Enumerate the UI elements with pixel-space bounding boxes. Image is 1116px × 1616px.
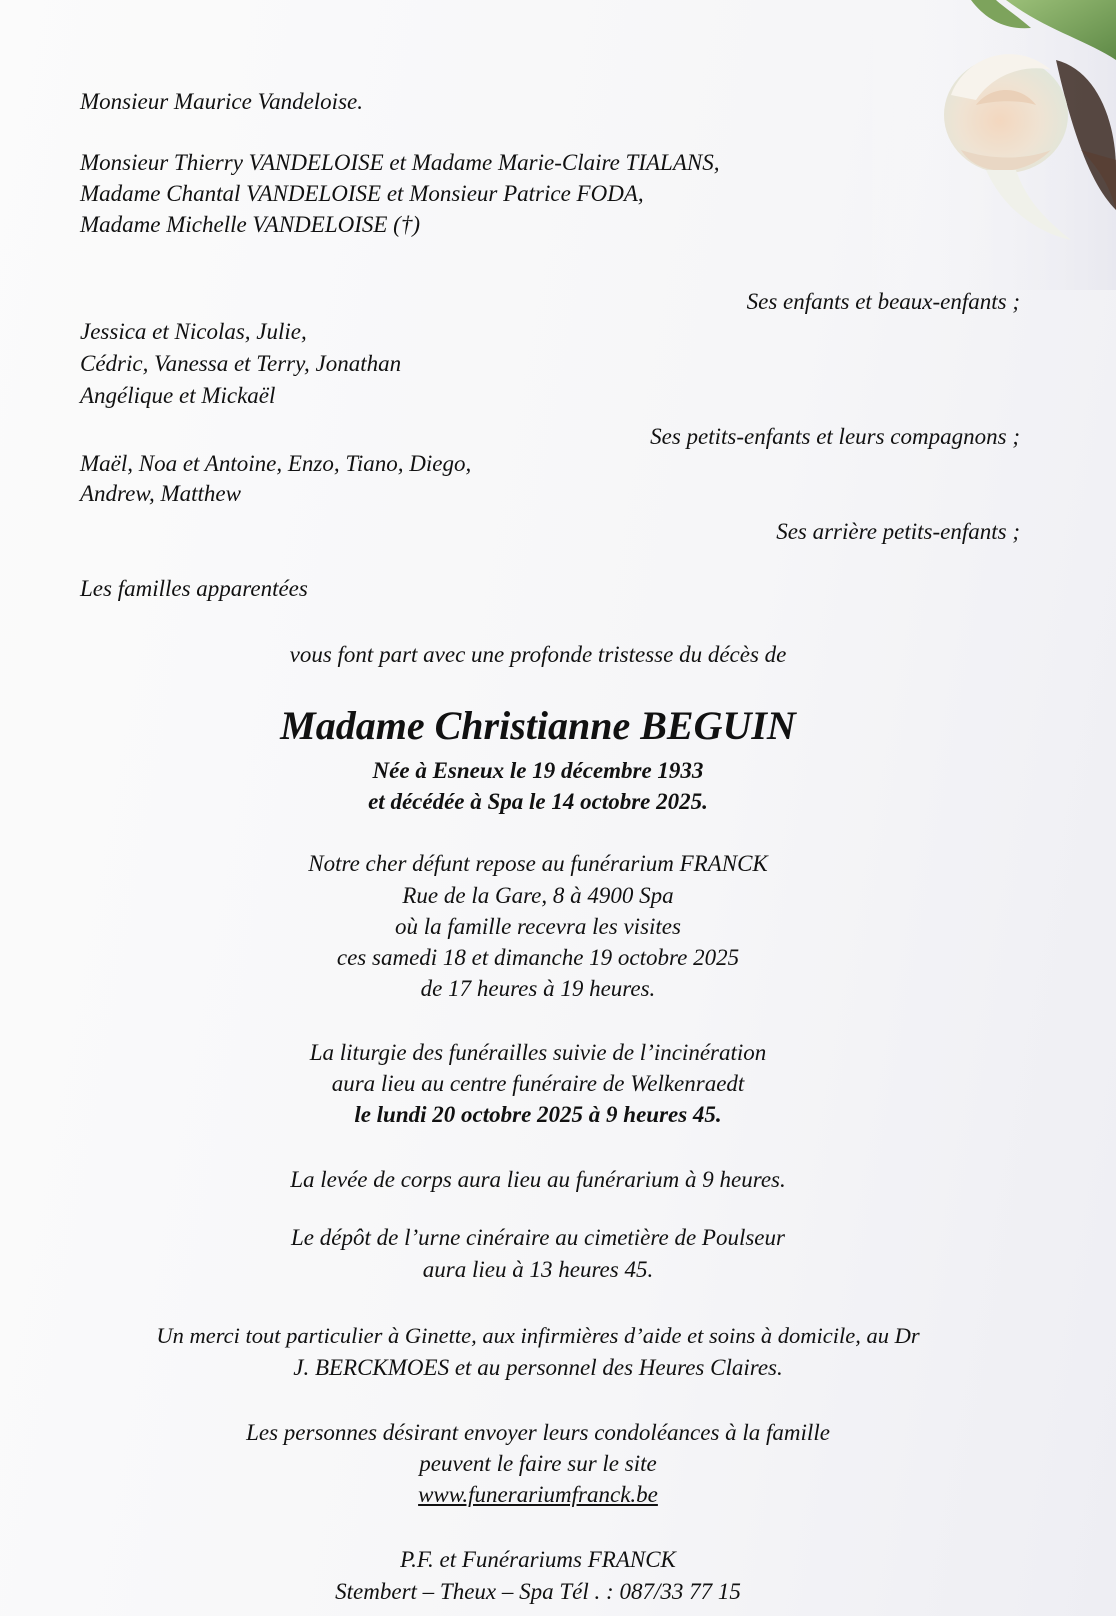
thanks-line-2: J. BERCKMOES et au personnel des Heures Claires.: [293, 1355, 783, 1380]
condolences-line-1: Les personnes désirant envoyer leurs condoléances à la famille: [246, 1420, 830, 1445]
children-caption: Ses enfants et beaux-enfants ;: [746, 289, 1020, 314]
great-grandchildren-caption: Ses arrière petits-enfants ;: [776, 519, 1020, 544]
announcement-line: vous font part avec une profonde tristesse du décès de: [289, 642, 787, 667]
grandchildren-line-3: Angélique et Mickaël: [80, 383, 276, 408]
grandchildren-caption: Ses petits-enfants et leurs compagnons ;: [650, 424, 1020, 449]
website-link[interactable]: www.funerariumfranck.be: [418, 1482, 658, 1507]
death-line: et décédée à Spa le 14 octobre 2025.: [368, 789, 708, 814]
liturgy-date: le lundi 20 octobre 2025 à 9 heures 45.: [354, 1102, 722, 1127]
great-grandchildren-line-1: Maël, Noa et Antoine, Enzo, Tiano, Diego,: [80, 451, 472, 476]
condolences-line-2: peuvent le faire sur le site: [419, 1451, 657, 1476]
children-line-2: Madame Chantal VANDELOISE et Monsieur Patrice FODA,: [80, 181, 644, 206]
great-grandchildren-line-2: Andrew, Matthew: [80, 481, 241, 506]
spouse-name: Monsieur Maurice Vandeloise.: [80, 89, 363, 114]
deceased-name: Madame Christianne BEGUIN: [280, 703, 796, 748]
children-line-1: Monsieur Thierry VANDELOISE et Madame Marie-Claire TIALANS,: [80, 150, 720, 175]
visitation-line-1: Notre cher défunt repose au funérarium FRANCK: [308, 851, 768, 876]
visitation-line-2: Rue de la Gare, 8 à 4900 Spa: [402, 883, 674, 908]
rose-flower-image: [856, 0, 1116, 290]
levee-line: La levée de corps aura lieu au funérarium à 9 heures.: [290, 1167, 786, 1192]
urne-line-2: aura lieu à 13 heures 45.: [422, 1257, 654, 1282]
footer-company: P.F. et Funérariums FRANCK: [400, 1547, 676, 1572]
footer-locations: Stembert – Theux – Spa Tél . : 087/33 77 15: [335, 1579, 741, 1604]
grandchildren-line-1: Jessica et Nicolas, Julie,: [80, 319, 307, 344]
visitation-line-4: ces samedi 18 et dimanche 19 octobre 2025: [336, 945, 740, 970]
liturgy-line-2: aura lieu au centre funéraire de Welkenraedt: [331, 1071, 745, 1096]
visitation-line-3: où la famille recevra les visites: [395, 914, 681, 939]
visitation-line-5: de 17 heures à 19 heures.: [420, 976, 656, 1001]
children-line-3: Madame Michelle VANDELOISE (†): [80, 212, 421, 237]
liturgy-line-1: La liturgie des funérailles suivie de l’incinération: [309, 1040, 767, 1065]
urne-line-1: Le dépôt de l’urne cinéraire au cimetière de Poulseur: [291, 1225, 785, 1250]
relatives-line: Les familles apparentées: [80, 576, 308, 601]
grandchildren-line-2: Cédric, Vanessa et Terry, Jonathan: [80, 351, 402, 376]
thanks-line-1: Un merci tout particulier à Ginette, aux infirmières d’aide et soins à domicile, au Dr: [156, 1323, 920, 1348]
birth-line: Née à Esneux le 19 décembre 1933: [372, 758, 704, 783]
